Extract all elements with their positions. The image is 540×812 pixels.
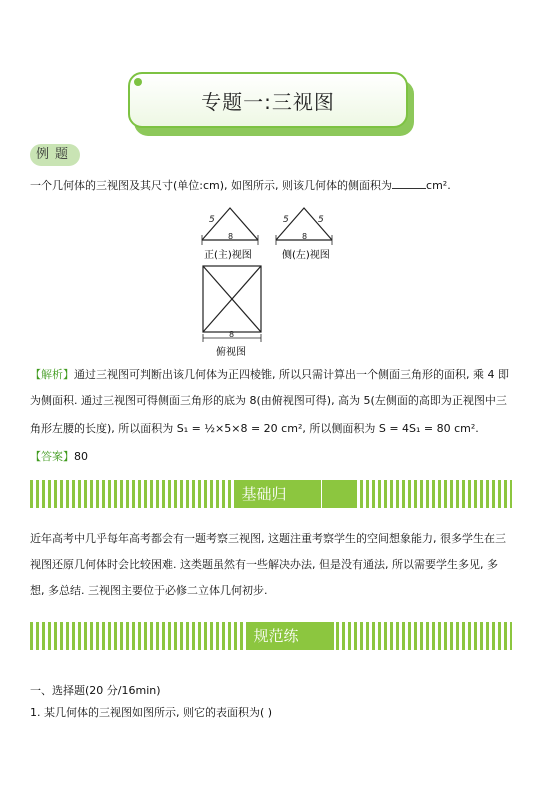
answer-blank xyxy=(392,178,426,189)
section-bar-basics xyxy=(30,480,512,508)
section-bar-block xyxy=(296,480,320,508)
analysis-line-1 xyxy=(30,368,509,382)
side-view-label: 侧(左)视图 xyxy=(282,250,330,261)
question-unit: cm². xyxy=(426,179,451,192)
title-dot-icon xyxy=(134,78,142,86)
side-slant-right-label: 5 xyxy=(318,215,324,225)
answer-line xyxy=(30,450,88,464)
page-title: 专题一:三视图 xyxy=(201,90,335,114)
side-base-label: 8 xyxy=(302,232,308,241)
top-base-label: 8 xyxy=(229,330,235,339)
section-bar-block xyxy=(308,622,334,650)
analysis-line-3: 角形左腰的长度), 所以面积为 S₁ = ½×5×8 = 20 cm², 所以侧面积为 S = 4S₁ = 80 cm². xyxy=(30,422,479,435)
example-question xyxy=(30,178,451,193)
analysis-text-1: 通过三视图可判断出该几何体为正四棱锥, 所以只需计算出一个侧面三角形的面积, 乘 4 即 xyxy=(74,368,509,381)
exercise-heading: 一、选择题(20 分/16min) xyxy=(30,684,161,697)
analysis-line-2: 为侧面积. 通过三视图可得侧面三角形的底为 8(由俯视图可得), 高为 5(左侧面的高即为正视图中三 xyxy=(30,394,507,407)
top-view-label: 俯视图 xyxy=(216,347,246,358)
exercise-question-1: 1. 某几何体的三视图如图所示, 则它的表面积为( ) xyxy=(30,706,273,719)
section-bar-block xyxy=(322,480,356,508)
section-title-practice: 规范练 xyxy=(253,627,299,645)
section-title-basics: 基础归 xyxy=(241,485,287,503)
section-bar-practice xyxy=(30,622,512,650)
front-base-label: 8 xyxy=(228,232,234,241)
answer-value: 80 xyxy=(74,450,88,463)
front-view-label: 正(主)视图 xyxy=(204,250,252,261)
front-slant-label: 5 xyxy=(209,215,215,225)
three-view-figure xyxy=(190,198,360,364)
intro-line-3: 想, 多总结. 三视图主要位于必修二立体几何初步. xyxy=(30,584,268,597)
analysis-tag: 【解析】 xyxy=(30,368,74,381)
intro-line-2: 视图还原几何体时会比较困难. 这类题虽然有一些解决办法, 但是没有通法, 所以需要学生多见, 多 xyxy=(30,558,498,571)
answer-tag: 【答案】 xyxy=(30,450,74,463)
intro-line-1: 近年高考中几乎每年高考都会有一题考察三视图, 这题注重考察学生的空间想象能力, 很多学生在三 xyxy=(30,532,506,545)
side-slant-left-label: 5 xyxy=(283,215,289,225)
question-text: 一个几何体的三视图及其尺寸(单位:cm), 如图所示, 则该几何体的侧面积为 xyxy=(30,179,393,192)
example-pill: 例题 xyxy=(30,144,80,166)
